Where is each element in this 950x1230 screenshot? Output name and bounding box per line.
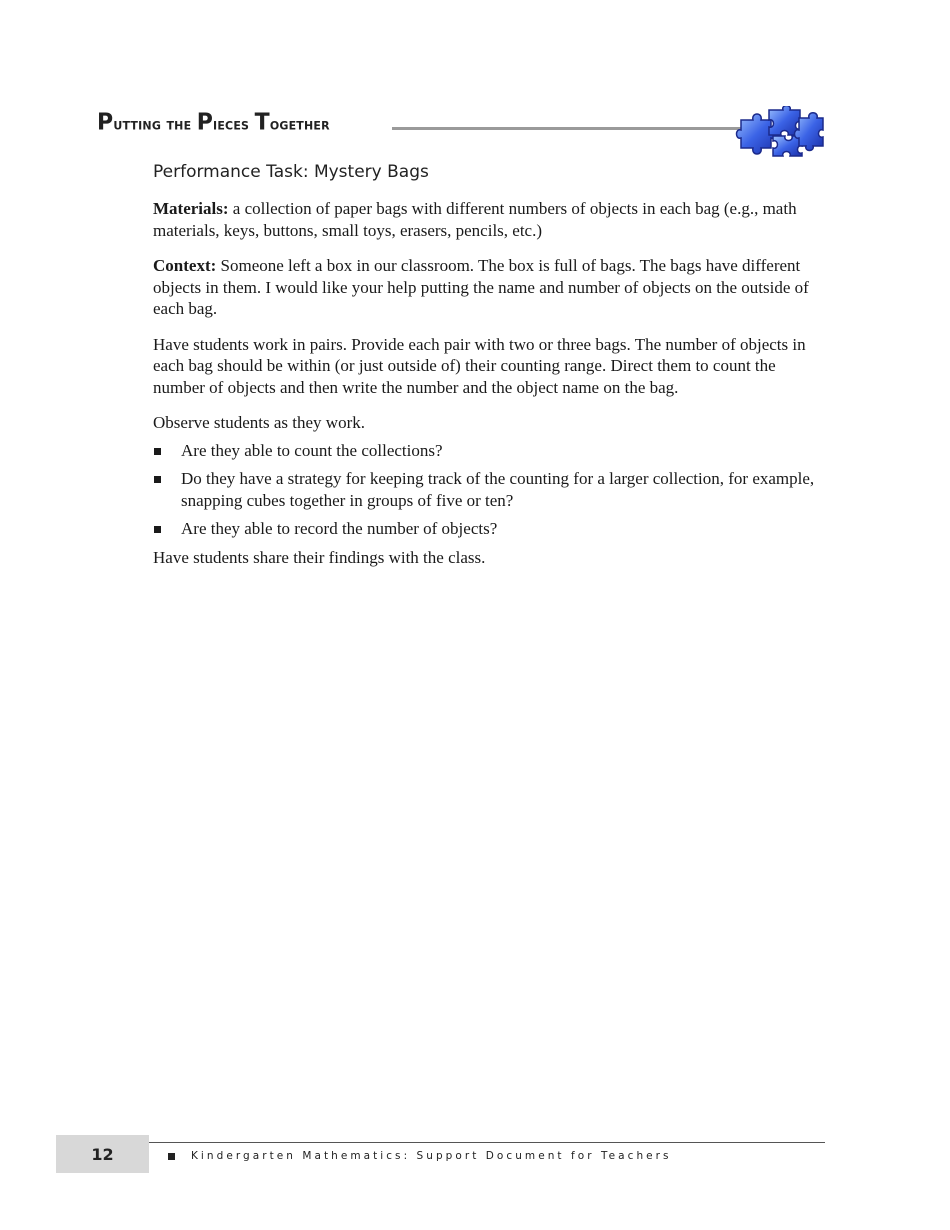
list-item: Are they able to record the number of objects?: [153, 518, 825, 540]
materials-paragraph: [153, 198, 825, 241]
section-title: Putting the Pieces Together: [97, 109, 330, 136]
context-text: Someone left a box in our classroom. The box is full of bags. The bags have different objects in them. I would like your help putting the name and number of objects on the outside of each bag.: [153, 256, 809, 318]
list-item: Are they able to count the collections?: [153, 440, 825, 462]
footer-document-title: Kindergarten Mathematics: Support Document for Teachers: [191, 1150, 672, 1162]
footer-rule: [149, 1142, 825, 1143]
task-heading: Performance Task: Mystery Bags: [153, 162, 429, 182]
puzzle-pieces-icon: [735, 106, 825, 158]
context-label: Context:: [153, 256, 217, 275]
footer-bullet-icon: [168, 1153, 175, 1160]
instructions-paragraph: Have students work in pairs. Provide each pair with two or three bags. The number of objects in each bag should be within (or just outside of) their counting range. Direct them to count the number of objects and then write the number and the object name on the bag.: [153, 334, 806, 397]
closing-paragraph: Have students share their findings with the class.: [153, 547, 486, 567]
list-item: Do they have a strategy for keeping track of the counting for a larger collection, for example, snapping cubes together in groups of five or ten?: [153, 468, 825, 511]
bullet-square-icon: [154, 526, 161, 533]
bullet-square-icon: [154, 476, 161, 483]
observation-list: [153, 440, 825, 540]
page-number: 12: [56, 1135, 149, 1173]
section-header: [97, 106, 827, 162]
materials-text: a collection of paper bags with different numbers of objects in each bag (e.g., math materials, keys, buttons, small toys, erasers, pencils, etc.): [153, 199, 797, 240]
bullet-square-icon: [154, 448, 161, 455]
main-content: [153, 160, 825, 582]
materials-label: Materials:: [153, 199, 229, 218]
header-rule: [392, 127, 742, 130]
context-paragraph: [153, 255, 825, 320]
observe-paragraph: Observe students as they work.: [153, 413, 365, 432]
